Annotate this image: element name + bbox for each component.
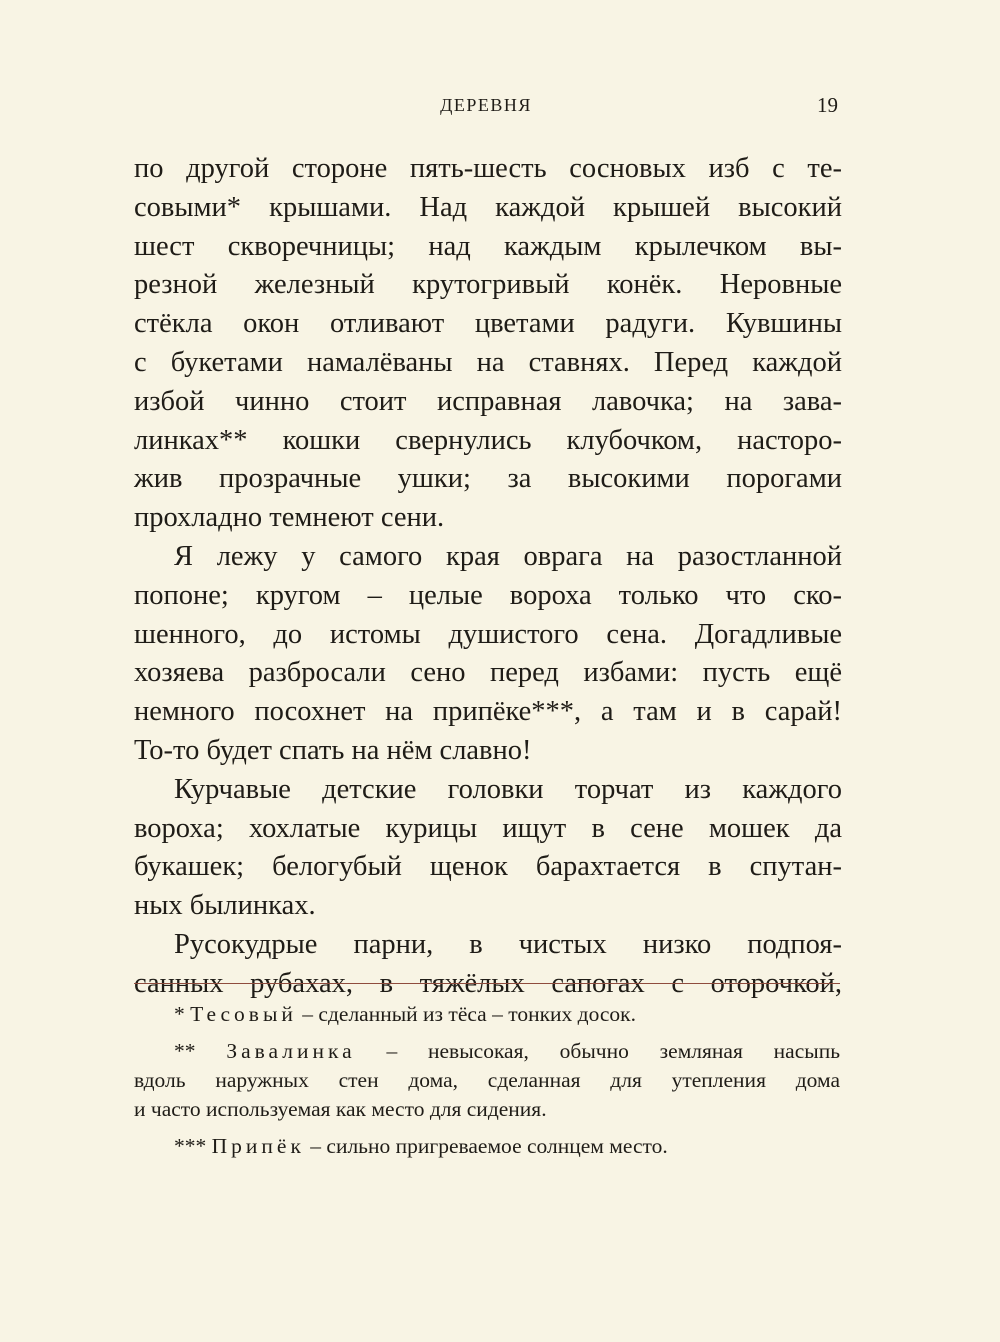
text-line: немного посохнет на припёке***, а там и в сарай! [134,696,842,728]
footnote-2-line-3: и часто используемая как место для сидения. [134,1097,547,1121]
text-line: То-то будет спать на нём славно! [134,734,532,766]
footnote-divider [134,983,840,984]
footnote-marker: *** [174,1134,207,1158]
text-line: санных рубахах, в тяжёлых сапогах с оторочкой, [134,967,842,999]
footnote-3 [134,1132,840,1161]
text-line: Русокудрые парни, в чистых низко подпоя- [174,928,842,960]
body-text [134,150,842,1004]
text-line: линках** кошки свернулись клубочком, насторо- [134,424,842,456]
text-line: попоне; кругом – целые вороха только что ско- [134,579,842,611]
text-line: вороха; хохлатые курицы ищут в сене мошек да [134,812,842,844]
footnote-2-line-2: вдоль наружных стен дома, сделанная для утепления дома [134,1068,840,1092]
footnote-text: – невысокая, обычно земляная насыпь [386,1039,841,1063]
page-number: 19 [817,93,838,117]
text-line: резной железный крутогривый конёк. Неровные [134,269,842,301]
text-line: избой чинно стоит исправная лавочка; на зава- [134,385,842,417]
footnote-2 [134,1037,840,1066]
footnote-text: – сделанный из тёса – тонких досок. [302,1002,636,1026]
text-line: Курчавые детские головки торчат из каждого [174,773,842,805]
text-line: ных былинках. [134,890,316,922]
text-line: шенного, до истомы душистого сена. Догадливые [134,618,842,650]
text-line: жив прозрачные ушки; за высокими порогами [134,463,842,495]
footnote-term: Завалинка [226,1039,356,1063]
running-head [134,93,838,123]
text-line: стёкла окон отливают цветами радуги. Кувшины [134,308,842,340]
footnote-marker: * [174,1002,185,1026]
text-line: букашек; белогубый щенок барахтается в спутан- [134,851,842,883]
running-title: ДЕРЕВНЯ [440,95,532,115]
text-line: шест скворечницы; над каждым крылечком вы- [134,230,842,262]
footnote-term: Припёк [211,1134,305,1158]
text-line: совыми* крышами. Над каждой крышей высокий [134,191,842,223]
footnote-1 [134,1000,840,1029]
footnote-marker: ** [174,1039,196,1063]
text-line: прохладно темнеют сени. [134,502,445,534]
footnote-term: Тесовый [190,1002,297,1026]
text-line: с букетами намалёваны на ставнях. Перед каждой [134,346,842,378]
footnotes [134,1000,840,1161]
text-line: по другой стороне пять-шесть сосновых изб с те- [134,153,842,184]
footnote-text: – сильно пригреваемое солнцем место. [310,1134,668,1158]
text-line: хозяева разбросали сено перед избами: пусть ещё [134,657,842,689]
text-line: Я лежу у самого края оврага на разостланной [174,540,842,572]
